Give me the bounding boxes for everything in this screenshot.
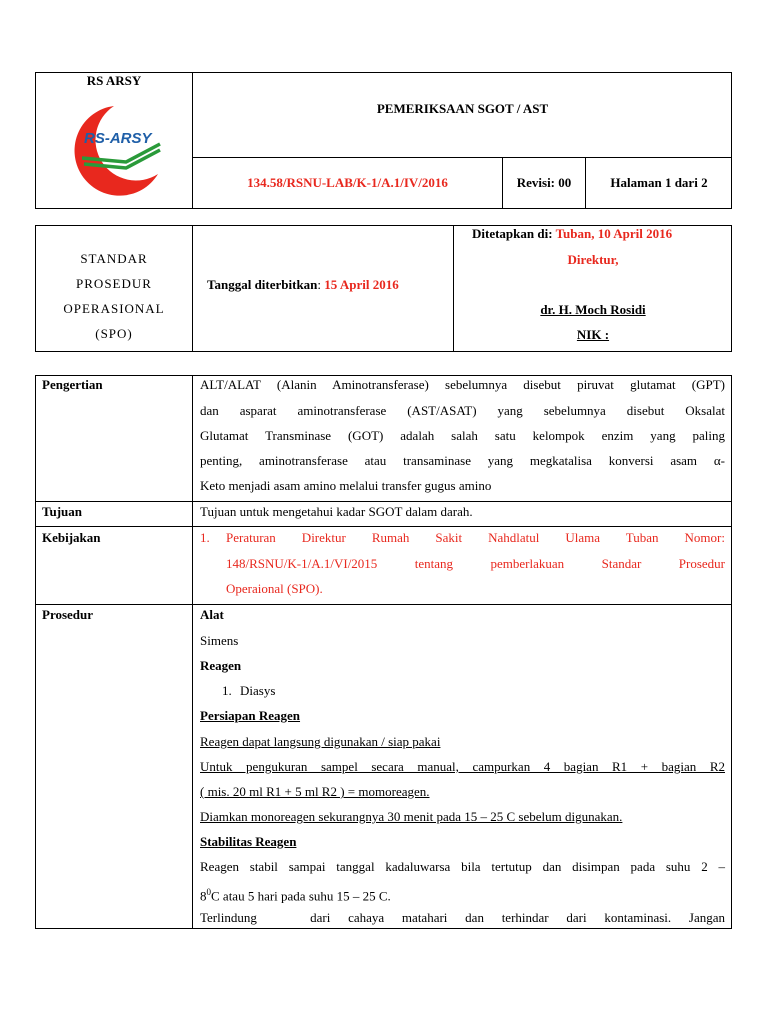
stabilitas-label: Stabilitas Reagen: [200, 834, 297, 849]
kebijakan-number: 1.: [200, 530, 210, 545]
reagen-item: Diasys: [240, 683, 276, 698]
alat-label: Alat: [200, 607, 224, 622]
degree-superscript: 0: [206, 887, 211, 897]
doc-title: PEMERIKSAAN SGOT / AST: [376, 101, 549, 116]
hospital-logo: [62, 100, 182, 196]
spo-line: (SPO): [95, 326, 133, 341]
page-number: Halaman 1 dari 2: [610, 175, 708, 190]
kebijakan-line: Peraturan Direktur Rumah Sakit Nahdlatul Ulama Tuban Nomor:: [226, 530, 725, 545]
kebijakan-label: Kebijakan: [42, 530, 101, 545]
tujuan-text: Tujuan untuk mengetahui kadar SGOT dalam darah.: [200, 504, 473, 519]
director-title: Direktur,: [567, 252, 619, 267]
prosedur-label: Prosedur: [42, 607, 94, 622]
pengertian-line: ALT/ALAT (Alanin Aminotransferase) sebelumnya disebut piruvat glutamat (GPT): [200, 377, 725, 392]
body-divider: [192, 375, 193, 929]
spo-line: PROSEDUR: [76, 276, 152, 291]
spo-divider: [192, 225, 193, 352]
set-place-date: Tuban, 10 April 2016: [555, 226, 673, 241]
revision: Revisi: 00: [516, 175, 572, 190]
issued-colon: :: [317, 277, 322, 292]
issued-date: 15 April 2016: [324, 277, 399, 292]
spo-line: STANDAR: [80, 251, 148, 266]
stabilitas-temp-rest: C atau 5 hari pada suhu 15 – 25 C.: [211, 888, 391, 904]
pengertian-line: dan asparat aminotransferase (AST/ASAT) yang sebelumnya disebut Oksalat: [200, 403, 725, 418]
crescent-logo-icon: [62, 100, 182, 196]
stabilitas-line: Reagen stabil sampai tanggal kadaluwarsa bila tertutup dan disimpan pada suhu 2 –: [200, 859, 725, 874]
pengertian-line: Keto menjadi asam amino melalui transfer gugus amino: [200, 478, 492, 493]
row-divider: [35, 501, 732, 502]
org-name: RS ARSY: [86, 73, 142, 88]
persiapan-line: ( mis. 20 ml R1 + 5 ml R2 ) = momoreagen.: [200, 784, 430, 799]
stabilitas-line: Terlindung dari cahaya matahari dan terhindar dari kontaminasi. Jangan: [200, 910, 725, 925]
pengertian-line: penting, aminotransferase atau transaminase yang megkatalisa konversi asam α-: [200, 453, 725, 468]
tujuan-label: Tujuan: [42, 504, 82, 519]
kebijakan-line: Operaional (SPO).: [226, 581, 323, 596]
director-name: dr. H. Moch Rosidi: [540, 302, 646, 317]
logo-text: RS-ARSY: [84, 130, 152, 147]
issued-label: Tanggal diterbitkan: [207, 277, 318, 292]
stabilitas-line: [200, 884, 391, 904]
persiapan-line: Untuk pengukuran sampel secara manual, campurkan 4 bagian R1 + bagian R2: [200, 759, 725, 774]
row-divider: [35, 526, 732, 527]
persiapan-line: Diamkan monoreagen sekurangnya 30 menit pada 15 – 25 C sebelum digunakan.: [200, 809, 623, 824]
set-label: Ditetapkan di:: [472, 226, 553, 241]
reagen-label: Reagen: [200, 658, 242, 673]
pengertian-label: Pengertian: [42, 377, 103, 392]
stabilitas-temp: 8: [200, 888, 207, 904]
kebijakan-line: 148/RSNU/K-1/A.1/VI/2015 tentang pemberlakuan Standar Prosedur: [226, 556, 725, 571]
doc-number: 134.58/RSNU-LAB/K-1/A.1/IV/2016: [247, 175, 448, 190]
row-divider: [35, 604, 732, 605]
issued-date-row: [207, 277, 399, 293]
persiapan-line: Reagen dapat langsung digunakan / siap pakai: [200, 734, 441, 749]
persiapan-label: Persiapan Reagen: [200, 708, 301, 723]
spo-line: OPERASIONAL: [63, 301, 165, 316]
director-nik: NIK :: [576, 327, 610, 342]
header-row-divider: [192, 157, 732, 158]
set-row: [472, 226, 672, 242]
pengertian-line: Glutamat Transminase (GOT) adalah salah satu kelompok enzim yang paling: [200, 428, 725, 443]
reagen-item-number: 1.: [222, 683, 232, 698]
alat-value: Simens: [200, 633, 239, 648]
